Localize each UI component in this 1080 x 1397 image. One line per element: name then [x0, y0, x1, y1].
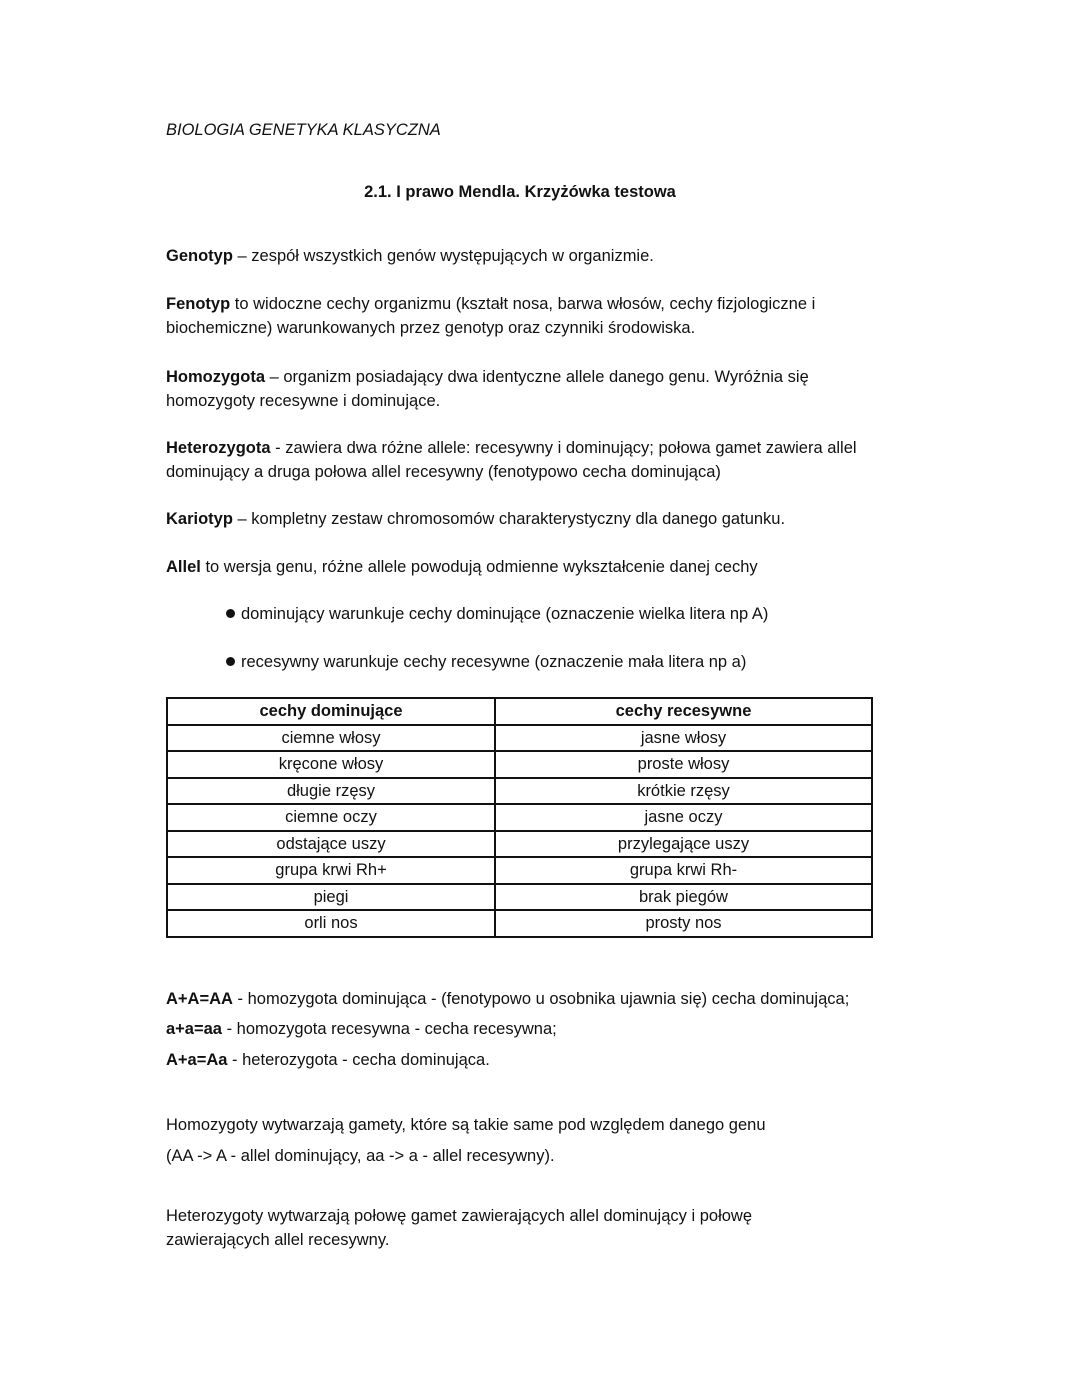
- definition-allel: [166, 555, 926, 579]
- table-row: [167, 884, 872, 911]
- table-row: [167, 778, 872, 805]
- definition-text: kompletny zestaw chromosomów charakterystyczny dla danego gatunku.: [251, 510, 786, 528]
- definition-kariotyp: Kariotyp – kompletny zestaw chromosomów charakterystyczny dla danego gatunku.: [166, 510, 786, 528]
- table-header-row: [167, 698, 872, 725]
- equation-text: - homozygota recesywna - cecha recesywna;: [221, 1020, 557, 1038]
- definition-term: Kariotyp: [166, 510, 233, 528]
- equation-homozygous-dominant: [166, 987, 849, 1011]
- definition-text: zespół wszystkich genów występujących w organizmie.: [251, 247, 654, 265]
- table-cell: krótkie rzęsy: [495, 778, 872, 805]
- table-cell: jasne włosy: [495, 725, 872, 752]
- definition-text: to wersja genu, różne allele powodują odmienne wykształcenie danej cechy: [205, 558, 758, 576]
- traits-table: [166, 697, 873, 938]
- table-row: [167, 804, 872, 831]
- note-heterozygotes: Heterozygoty wytwarzają połowę gamet zawierających allel dominujący i połowę zawierających allel recesywny.: [166, 1207, 753, 1249]
- definition-text: organizm posiadający dwa identyczne allele danego genu. Wyróżnia się homozygoty recesywne i dominujące.: [166, 368, 809, 410]
- bullet-icon: [226, 657, 235, 666]
- table-row: [167, 857, 872, 884]
- table-cell: orli nos: [167, 910, 495, 937]
- equation-heterozygous: [166, 1048, 490, 1072]
- bullet-icon: [226, 609, 235, 618]
- bullet-item: recesywny warunkuje cechy recesywne (oznaczenie mała litera np a): [226, 650, 746, 674]
- definition-text: to widoczne cechy organizmu (kształt nosa, barwa włosów, cechy fizjologiczne i biochemiczne) warunkowanych przez genotyp oraz czynniki środowiska.: [166, 295, 816, 337]
- equation-text: - heterozygota - cecha dominująca.: [227, 1051, 490, 1069]
- equation-formula: a+a=aa: [166, 1020, 222, 1038]
- table-cell: ciemne oczy: [167, 804, 495, 831]
- table-cell: kręcone włosy: [167, 751, 495, 778]
- definition-homozygota: Homozygota – organizm posiadający dwa identyczne allele danego genu. Wyróżnia się homozygoty recesywne i dominujące.: [166, 368, 809, 410]
- equation-homozygous-recessive: [166, 1017, 557, 1041]
- definition-term: Homozygota: [166, 368, 265, 386]
- document-header: BIOLOGIA GENETYKA KLASYCZNA: [166, 121, 441, 139]
- equation-formula: A+A=AA: [166, 990, 233, 1008]
- table-row: [167, 910, 872, 937]
- bullet-item: dominujący warunkuje cechy dominujące (oznaczenie wielka litera np A): [226, 602, 768, 626]
- table-cell: proste włosy: [495, 751, 872, 778]
- section-title: 2.1. I prawo Mendla. Krzyżówka testowa: [364, 183, 676, 201]
- table-row: [167, 725, 872, 752]
- definition-term: Genotyp: [166, 247, 233, 265]
- table-cell: jasne oczy: [495, 804, 872, 831]
- equation-formula: A+a=Aa: [166, 1051, 228, 1069]
- definition-text: zawiera dwa różne allele: recesywny i dominujący; połowa gamet zawiera allel dominujący a druga połowa allel recesywny (fenotypowo cecha dominująca): [166, 439, 857, 481]
- definition-term: Heterozygota: [166, 439, 271, 457]
- table-cell: prosty nos: [495, 910, 872, 937]
- table-cell: grupa krwi Rh-: [495, 857, 872, 884]
- note-homozygotes: Homozygoty wytwarzają gamety, które są takie same pod względem danego genu (AA -> A - allel dominujący, aa -> a - allel recesywny).: [166, 1116, 766, 1165]
- definition-genotyp: Genotyp – zespół wszystkich genów występujących w organizmie.: [166, 247, 654, 265]
- table-cell: piegi: [167, 884, 495, 911]
- table-cell: przylegające uszy: [495, 831, 872, 858]
- table-cell: długie rzęsy: [167, 778, 495, 805]
- equation-text: - homozygota dominująca - (fenotypowo u osobnika ujawnia się) cecha dominująca;: [232, 990, 850, 1008]
- column-header-recessive: cechy recesywne: [495, 698, 872, 725]
- definition-term: Fenotyp: [166, 295, 231, 313]
- definition-fenotyp: [166, 292, 886, 340]
- table-cell: grupa krwi Rh+: [167, 857, 495, 884]
- table-cell: odstające uszy: [167, 831, 495, 858]
- table-row: [167, 831, 872, 858]
- table-cell: ciemne włosy: [167, 725, 495, 752]
- definition-term: Allel: [166, 558, 201, 576]
- table-cell: brak piegów: [495, 884, 872, 911]
- table-row: [167, 751, 872, 778]
- definition-heterozygota: Heterozygota - zawiera dwa różne allele: recesywny i dominujący; połowa gamet zawiera allel dominujący a druga połowa allel recesywny (fenotypowo cecha dominująca): [166, 439, 857, 481]
- column-header-dominant: cechy dominujące: [167, 698, 495, 725]
